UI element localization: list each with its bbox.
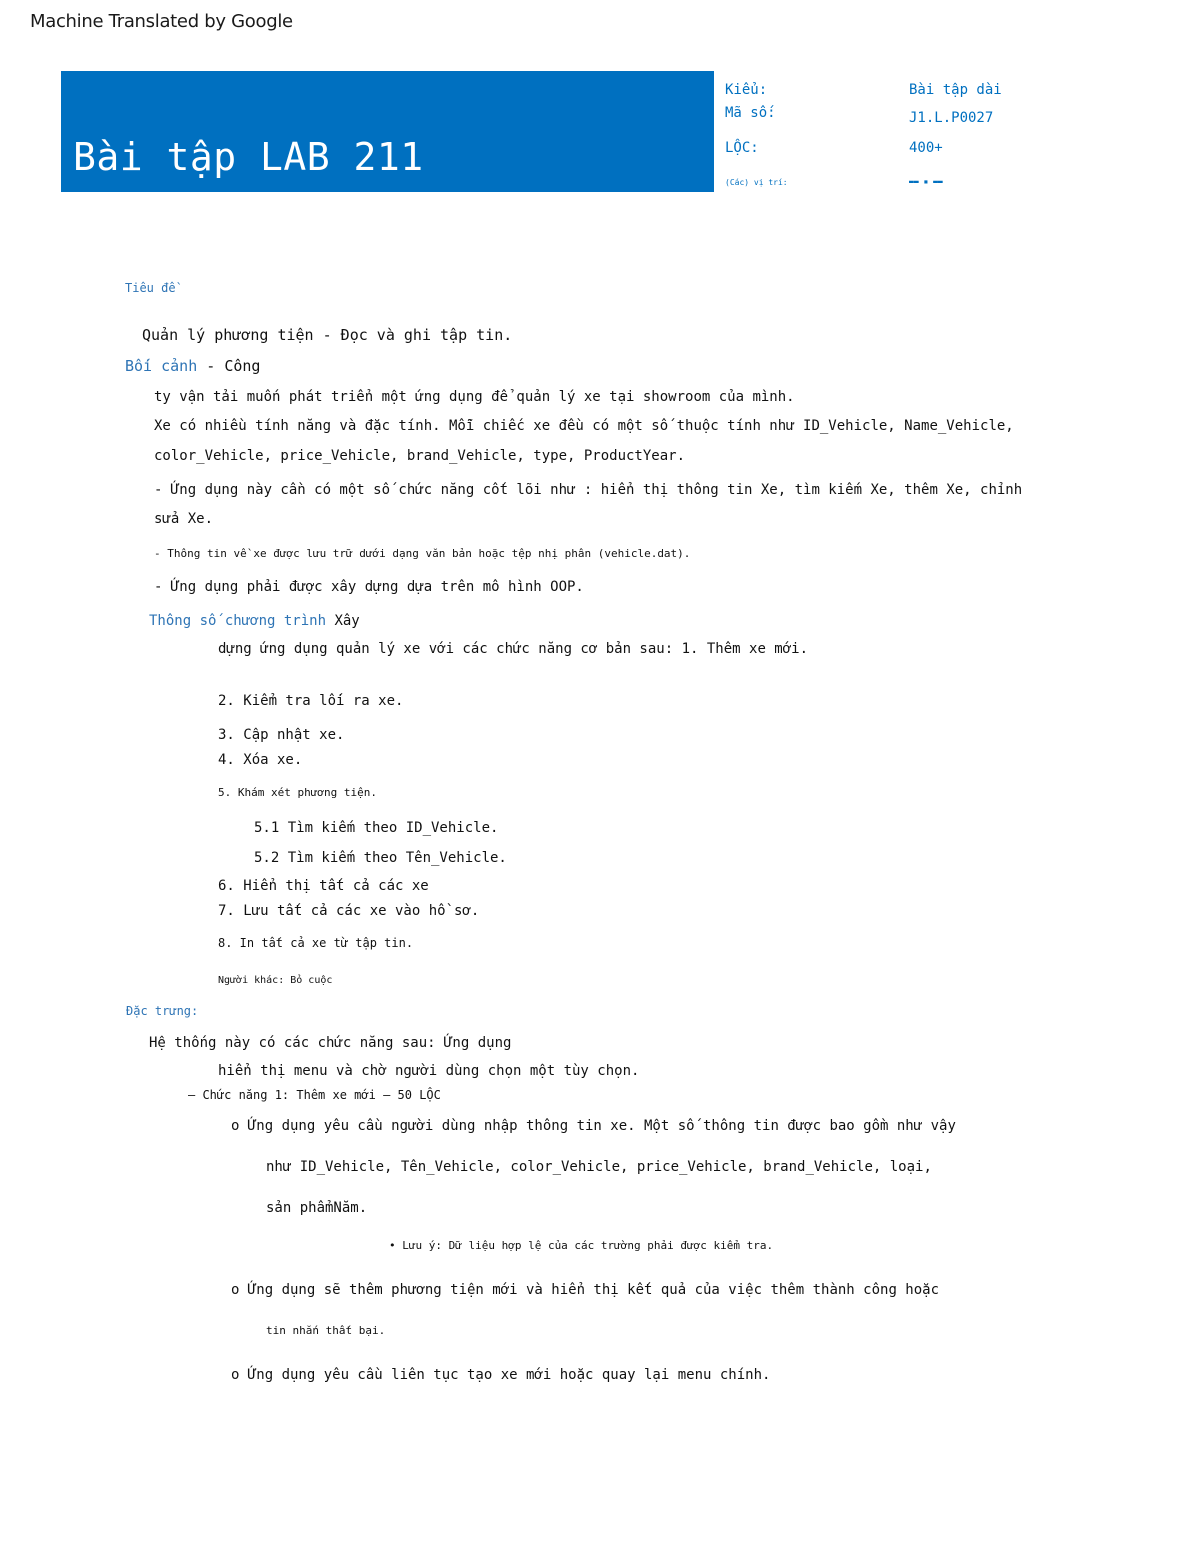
- program-subitem: 5.1 Tìm kiếm theo ID_Vehicle.: [254, 820, 499, 836]
- program-item: 8. In tất cả xe từ tập tin.: [218, 936, 414, 950]
- features-bullet: o Ứng dụng yêu cầu liên tục tạo xe mới hoặc quay lại menu chính.: [231, 1367, 771, 1383]
- background-line: - Ứng dụng phải được xây dựng dựa trên mô hình OOP.: [154, 579, 584, 595]
- background-line: sửa Xe.: [154, 511, 214, 527]
- section-heading-title: Tiêu đề: [125, 281, 176, 295]
- program-item: 4. Xóa xe.: [218, 752, 303, 768]
- meta-slot-value: ▬▬ ▪ ▬▬: [909, 177, 943, 186]
- program-item: 3. Cập nhật xe.: [218, 727, 345, 743]
- features-note: • Lưu ý: Dữ liệu hợp lệ của các trường phải được kiểm tra.: [389, 1239, 774, 1252]
- page-title: Bài tập LAB 211: [73, 135, 424, 179]
- features-bullet: o Ứng dụng sẽ thêm phương tiện mới và hiển thị kết quả của việc thêm thành công hoặc: [231, 1282, 940, 1298]
- background-line: ty vận tải muốn phát triển một ứng dụng để quản lý xe tại showroom của mình.: [154, 389, 795, 405]
- section-heading-program: Thông số chương trình: [149, 613, 327, 629]
- program-intro: dựng ứng dụng quản lý xe với các chức năng cơ bản sau: 1. Thêm xe mới.: [218, 641, 809, 657]
- features-bullet: o Ứng dụng yêu cầu người dùng nhập thông tin xe. Một số thông tin được bao gồm như vậy: [231, 1118, 956, 1134]
- background-heading-line: [125, 357, 260, 375]
- features-line: sản phẩmNăm.: [266, 1200, 368, 1216]
- program-item: 2. Kiểm tra lối ra xe.: [218, 693, 404, 709]
- section-heading-features: Đặc trưng:: [126, 1004, 199, 1018]
- program-item: 5. Khám xét phương tiện.: [218, 786, 377, 799]
- meta-code-value: J1.L.P0027: [909, 110, 994, 126]
- meta-type-label: Kiểu:: [725, 82, 768, 98]
- background-line: color_Vehicle, price_Vehicle, brand_Vehicle, type, ProductYear.: [154, 448, 686, 464]
- background-line: Xe có nhiều tính năng và đặc tính. Mỗi chiếc xe đều có một số thuộc tính như ID_Vehicle, Name_Vehicle,: [154, 418, 1014, 434]
- meta-slot-label: (Các) vị trí:: [725, 178, 788, 187]
- features-line: như ID_Vehicle, Tên_Vehicle, color_Vehicle, price_Vehicle, brand_Vehicle, loại,: [266, 1159, 932, 1175]
- program-subitem: 5.2 Tìm kiếm theo Tên_Vehicle.: [254, 850, 507, 866]
- features-line: Hệ thống này có các chức năng sau: Ứng dụng: [149, 1035, 512, 1051]
- program-inline-text: Xây: [326, 613, 360, 629]
- program-item: 7. Lưu tất cả các xe vào hồ sơ.: [218, 903, 480, 919]
- background-line: - Thông tin về xe được lưu trữ dưới dạng văn bản hoặc tệp nhị phân (vehicle.dat).: [154, 547, 691, 560]
- features-function-1: – Chức năng 1: Thêm xe mới – 50 LỘC: [188, 1088, 441, 1102]
- meta-type-value: Bài tập dài: [909, 82, 1002, 98]
- program-item: 6. Hiển thị tất cả các xe: [218, 878, 429, 894]
- background-inline-text: - Công: [197, 357, 261, 375]
- meta-loc-value: 400+: [909, 140, 943, 156]
- section-heading-background: Bối cảnh: [125, 357, 198, 375]
- features-line: tin nhắn thất bại.: [266, 1324, 386, 1337]
- background-line: - Ứng dụng này cần có một số chức năng cốt lõi như : hiển thị thông tin Xe, tìm kiếm Xe, thêm Xe, chỉnh: [154, 482, 1023, 498]
- program-item-other: Người khác: Bỏ cuộc: [218, 975, 333, 986]
- machine-translation-watermark: Machine Translated by Google: [30, 11, 293, 32]
- meta-loc-label: LỘC:: [725, 140, 759, 156]
- title-text: Quản lý phương tiện - Đọc và ghi tập tin.: [142, 326, 513, 344]
- meta-code-label: Mã số:: [725, 105, 776, 121]
- features-line: hiển thị menu và chờ người dùng chọn một tùy chọn.: [218, 1063, 640, 1079]
- program-heading-line: [149, 613, 360, 629]
- title-banner: [61, 71, 714, 192]
